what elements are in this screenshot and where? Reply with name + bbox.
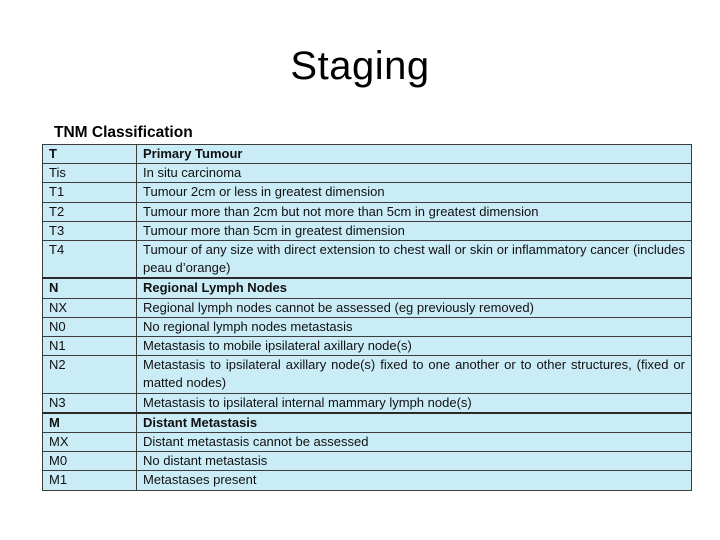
stage-code-cell: T4 (43, 241, 137, 279)
stage-description-cell: In situ carcinoma (137, 164, 692, 183)
stage-code-cell: M1 (43, 471, 137, 490)
stage-description-cell: No distant metastasis (137, 452, 692, 471)
stage-description-cell: Distant metastasis cannot be assessed (137, 433, 692, 452)
table-row (43, 164, 692, 183)
slide-title: Staging (290, 44, 430, 88)
stage-description-cell: Tumour 2cm or less in greatest dimension (137, 183, 692, 202)
stage-description-cell: Tumour more than 2cm but not more than 5cm in greatest dimension (137, 202, 692, 221)
stage-description-cell: No regional lymph nodes metastasis (137, 317, 692, 336)
stage-description-cell: Distant Metastasis (137, 413, 692, 433)
stage-code-cell: T (43, 145, 137, 164)
stage-code-cell: N0 (43, 317, 137, 336)
table-row (43, 471, 692, 490)
table-row (43, 298, 692, 317)
table-row (43, 241, 692, 279)
stage-description-cell: Metastases present (137, 471, 692, 490)
stage-code-cell: T1 (43, 183, 137, 202)
stage-code-cell: M0 (43, 452, 137, 471)
tnm-table-body (43, 145, 692, 491)
stage-description-cell: Metastasis to mobile ipsilateral axillary node(s) (137, 337, 692, 356)
stage-code-cell: NX (43, 298, 137, 317)
table-section-header-row (43, 145, 692, 164)
table-row (43, 202, 692, 221)
stage-code-cell: T3 (43, 221, 137, 240)
stage-description-cell: Primary Tumour (137, 145, 692, 164)
stage-description-cell: Tumour of any size with direct extension to chest wall or skin or inflammatory cancer (includes peau d’orange) (137, 241, 692, 279)
stage-code-cell: MX (43, 433, 137, 452)
stage-code-cell: T2 (43, 202, 137, 221)
stage-description-cell: Metastasis to ipsilateral axillary node(s) fixed to one another or to other structures, (fixed or matted nodes) (137, 356, 692, 393)
table-caption: TNM Classification (54, 124, 193, 141)
table-row (43, 317, 692, 336)
table-row (43, 393, 692, 413)
table-row (43, 452, 692, 471)
stage-code-cell: N2 (43, 356, 137, 393)
stage-code-cell: N (43, 278, 137, 298)
tnm-table (42, 144, 692, 491)
stage-code-cell: M (43, 413, 137, 433)
stage-code-cell: N1 (43, 337, 137, 356)
table-row (43, 356, 692, 393)
stage-description-cell: Regional Lymph Nodes (137, 278, 692, 298)
table-row (43, 183, 692, 202)
stage-description-cell: Metastasis to ipsilateral internal mammary lymph node(s) (137, 393, 692, 413)
table-section-header-row (43, 278, 692, 298)
table-row (43, 433, 692, 452)
stage-code-cell: N3 (43, 393, 137, 413)
stage-code-cell: Tis (43, 164, 137, 183)
stage-description-cell: Regional lymph nodes cannot be assessed (eg previously removed) (137, 298, 692, 317)
table-section-header-row (43, 413, 692, 433)
stage-description-cell: Tumour more than 5cm in greatest dimension (137, 221, 692, 240)
table-row (43, 337, 692, 356)
table-row (43, 221, 692, 240)
